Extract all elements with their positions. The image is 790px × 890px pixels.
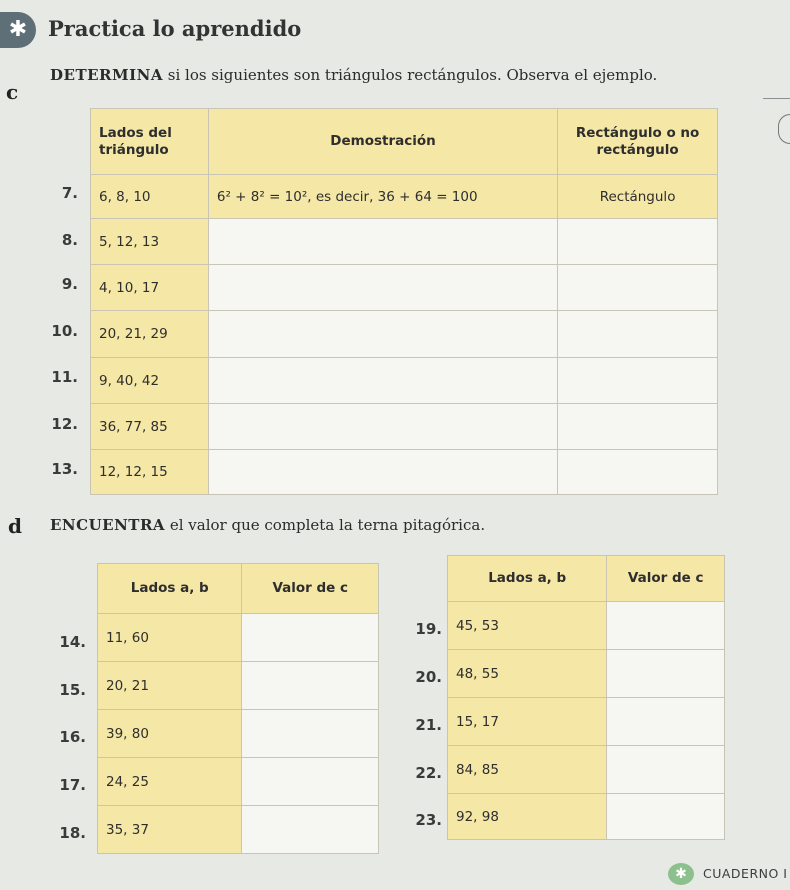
sides-cell: 24, 25 [98,758,242,806]
star-badge-icon: ✱ [0,12,36,48]
column-header-c-value: Valor de c [242,564,379,614]
section-d-letter: d [8,514,22,538]
row-number: 17. [59,776,86,794]
c-value-cell[interactable] [242,662,379,710]
proof-cell[interactable] [208,265,557,311]
table-row [91,175,718,219]
row-number: 23. [415,811,442,829]
sides-cell: 36, 77, 85 [91,404,209,450]
column-header-answer: Rectángulo o no rectángulo [558,109,718,175]
sides-cell: 48, 55 [448,650,607,698]
sides-cell: 45, 53 [448,602,607,650]
page-title: Practica lo aprendido [48,16,302,41]
c-value-cell[interactable] [607,698,725,746]
row-number: 15. [59,681,86,699]
proof-cell: 6² + 8² = 10², es decir, 36 + 64 = 100 [208,175,557,219]
table-row [91,219,718,265]
answer-cell[interactable] [558,404,718,450]
column-header-proof: Demostración [208,109,557,175]
margin-rule [763,98,790,99]
section-c-verb: DETERMINA [50,66,163,84]
sides-cell: 12, 12, 15 [91,450,209,495]
row-number: 12. [51,415,78,433]
row-number: 16. [59,728,86,746]
answer-cell[interactable] [558,265,718,311]
answer-cell[interactable] [558,311,718,358]
table-row [98,758,379,806]
table-row [91,450,718,495]
c-value-cell[interactable] [607,746,725,794]
pythagorean-triple-table-right [447,555,725,840]
row-number: 14. [59,633,86,651]
section-d-verb: ENCUENTRA [50,516,166,534]
answer-cell[interactable] [558,219,718,265]
row-number: 8. [61,231,78,249]
row-number: 7. [61,184,78,202]
column-header-sides: Lados del triángulo [91,109,209,175]
sides-cell: 9, 40, 42 [91,358,209,404]
row-number: 13. [51,460,78,478]
table-row [91,311,718,358]
proof-cell[interactable] [208,219,557,265]
row-number: 20. [415,668,442,686]
c-value-cell[interactable] [607,650,725,698]
sides-cell: 84, 85 [448,746,607,794]
c-value-cell[interactable] [242,614,379,662]
sides-cell: 4, 10, 17 [91,265,209,311]
c-value-cell[interactable] [242,806,379,854]
sides-cell: 20, 21, 29 [91,311,209,358]
proof-cell[interactable] [208,311,557,358]
section-c-letter: c [6,80,19,104]
column-header-c-value: Valor de c [607,556,725,602]
row-number: 19. [415,620,442,638]
row-number: 22. [415,764,442,782]
section-d-instruction-text: el valor que completa la terna pitagórica. [165,516,486,534]
row-number: 11. [51,368,78,386]
section-d-instruction [50,516,485,534]
pythagorean-triple-table-left [97,563,379,854]
sides-cell: 15, 17 [448,698,607,746]
table-row [448,602,725,650]
proof-cell[interactable] [208,450,557,495]
c-value-cell[interactable] [242,710,379,758]
star-badge-icon: ✱ [668,863,694,885]
table-row [98,614,379,662]
table-row [98,662,379,710]
table-row [98,806,379,854]
table-row [448,746,725,794]
footer-label: CUADERNO I [703,866,788,881]
table-row [91,404,718,450]
c-value-cell[interactable] [242,758,379,806]
sides-cell: 6, 8, 10 [91,175,209,219]
table-row [448,794,725,840]
column-header-sides: Lados a, b [448,556,607,602]
sides-cell: 11, 60 [98,614,242,662]
answer-cell: Rectángulo [558,175,718,219]
sides-cell: 5, 12, 13 [91,219,209,265]
right-triangle-table [90,108,718,495]
section-c-instruction [50,66,657,84]
row-number: 10. [51,322,78,340]
table-row [448,698,725,746]
answer-cell[interactable] [558,450,718,495]
row-number: 18. [59,824,86,842]
sides-cell: 35, 37 [98,806,242,854]
row-number: 9. [61,275,78,293]
table-row [91,265,718,311]
answer-cell[interactable] [558,358,718,404]
sides-cell: 39, 80 [98,710,242,758]
c-value-cell[interactable] [607,794,725,840]
c-value-cell[interactable] [607,602,725,650]
column-header-sides: Lados a, b [98,564,242,614]
proof-cell[interactable] [208,404,557,450]
table-row [448,650,725,698]
table-row [91,358,718,404]
table-row [98,710,379,758]
row-number: 21. [415,716,442,734]
margin-bracket [778,114,790,144]
sides-cell: 20, 21 [98,662,242,710]
section-c-instruction-text: si los siguientes son triángulos rectángulos. Observa el ejemplo. [162,66,658,84]
proof-cell[interactable] [208,358,557,404]
sides-cell: 92, 98 [448,794,607,840]
